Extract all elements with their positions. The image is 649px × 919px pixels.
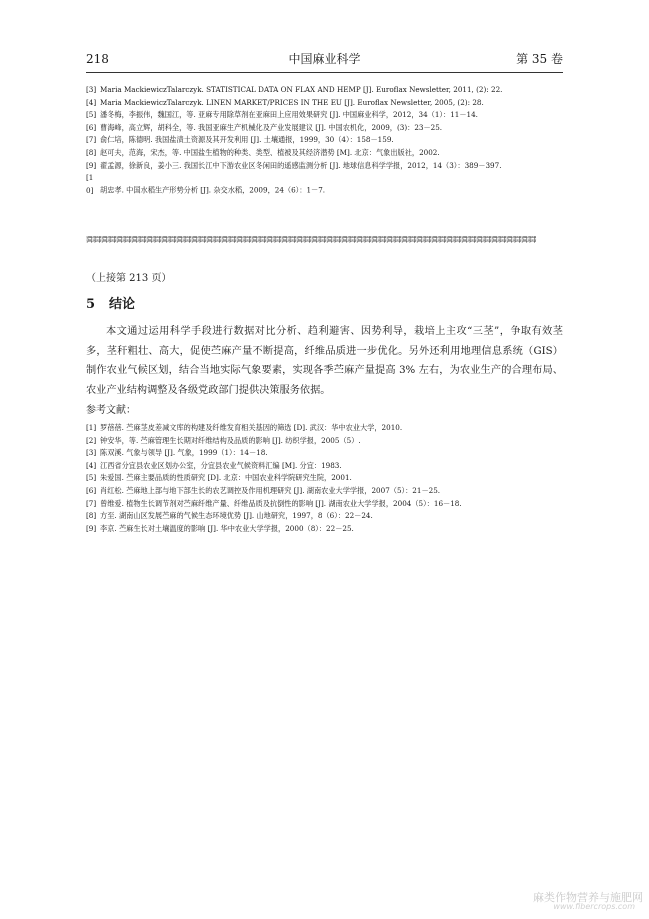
reference-item — [86, 109, 563, 122]
reference-number: [8] — [86, 511, 97, 521]
reference-number: [9] — [86, 160, 97, 170]
reference-number: [1] — [86, 423, 97, 432]
reference-text: 钟安华，等. 苎麻管理生长期对纤维结构及品质的影响 [J]. 纺织学报，2005（5）. — [100, 435, 361, 445]
reference-number: [5] — [86, 110, 97, 120]
header-rule — [86, 72, 563, 73]
reference-number: [7] — [86, 135, 97, 145]
reference-item — [86, 422, 563, 435]
journal-title: 中国麻业科学 — [288, 52, 361, 66]
watermark — [473, 889, 643, 915]
references-bottom-list — [86, 422, 563, 535]
reference-item — [86, 134, 563, 147]
reference-text: Maria MackiewiczTalarczyk. LINEN MARKET/PRICES IN THE EU [J]. Euroflax Newsletter, 2005, (2): 28. — [100, 97, 484, 107]
reference-item — [86, 447, 563, 460]
reference-text: 李京. 苎麻生长对土壤温度的影响 [J]. 华中农业大学学报，2000（8）：22－25. — [100, 523, 354, 533]
reference-item — [86, 472, 563, 485]
reference-number: [8] — [86, 147, 97, 157]
reference-item — [86, 460, 563, 473]
reference-item — [86, 122, 563, 135]
conclusion-paragraph: 本文通过运用科学手段进行数据对比分析、趋利避害、因势利导，栽培上主攻“三茎”，争取有效茎多，茎秆粗壮、高大，促使苎麻产量不断提高，纤维品质进一步优化。另外还利用地理信息系统（GIS）制作农业气候区划，结合当地实际气象要素，实现各季苎麻产量提高 3% 左右，为农业生产的合理布局、农业产业结构调整及各级党政部门提供决策服务依据。 — [86, 326, 563, 396]
volume-label: 第 35 卷 — [516, 52, 563, 66]
reference-text: 曹海峰，高立辉，胡科全，等. 我国亚麻生产机械化及产业发展建议 [J]. 中国农机化，2009，(3)：23－25. — [100, 122, 443, 132]
reference-text: 俞仁培，陈德明. 我国盐渍土资源及其开发利用 [J]. 土壤通报，1999，30（4）：158－159. — [100, 135, 394, 145]
reference-text: 肖红松. 苎麻地上部与地下部生长的农艺调控及作用机理研究 [J]. 湖南农业大学学报，2007（5）：21－25. — [100, 485, 441, 495]
reference-item — [86, 510, 563, 523]
reference-text: 翟孟源，徐新良，姜小三. 我国长江中下游农业区冬闲田的遥感监测分析 [J]. 地球信息科学学报，2012，14（3）：389－397. — [100, 160, 502, 170]
page-number: 218 — [86, 52, 109, 66]
reference-item — [86, 97, 563, 110]
reference-number: [3] — [86, 448, 97, 458]
reference-text: 朱爱国. 苎麻主要品质的性质研究 [D]. 北京：中国农业科学院研究生院，2001. — [100, 473, 352, 483]
reference-number: [7] — [86, 498, 97, 508]
reference-text: 方至. 湖南山区发展苎麻的气候生态环境优势 [J]. 山地研究，1997，8（6）：22－24. — [100, 511, 373, 521]
reference-number: [6] — [86, 485, 97, 495]
reference-item — [86, 523, 563, 536]
reference-item — [86, 498, 563, 511]
reference-number: [5] — [86, 473, 97, 483]
reference-text: 罗蓓蓓. 苎麻茎皮差减文库的构建及纤维发育相关基因的筛选 [D]. 武汉：华中农业大学，2010. — [100, 423, 403, 432]
reference-number: [6] — [86, 122, 97, 132]
ornamental-divider: 茻茻茻茻茻茻茻茻茻茻茻茻茻茻茻茻茻茻茻茻茻茻茻茻茻茻茻茻茻茻茻茻茻茻茻茻茻茻茻茻茻茻茻茻茻茻茻茻茻茻茻茻茻茻茻茻茻茻茻茻 — [86, 236, 536, 244]
watermark-url: www.fibercrops.com — [553, 902, 635, 911]
reference-text: 潘冬梅，李振伟，魏国江，等. 亚麻专用除草剂在亚麻田上应用效果研究 [J]. 中国麻业科学，2012，34（1）：11－14. — [100, 110, 478, 120]
section-heading — [86, 296, 135, 314]
reference-number: [2] — [86, 435, 97, 445]
reference-text: 曾维爱. 植物生长调节剂对苎麻纤维产量、纤维品质及抗倒性的影响 [J]. 湖南农业大学学报，2004（5）：16－18. — [100, 498, 462, 508]
section-number: 5 — [86, 297, 96, 312]
reference-text: Maria MackiewiczTalarczyk. STATISTICAL DATA ON FLAX AND HEMP [J]. Euroflax Newsletter, 2011, (2): 22. — [100, 85, 503, 94]
section-title: 结论 — [109, 297, 136, 312]
continued-from-note: （上接第 213 页） — [86, 273, 172, 284]
reference-text: 赵可夫，范海，宋杰，等. 中国盐生植物的种类、类型、植被及其经济潜势 [M]. 北京：气象出版社，2002. — [100, 147, 440, 157]
references-top-list — [86, 84, 563, 197]
reference-number: [10] — [86, 173, 94, 195]
reference-text: 陈双溪. 气象与领导 [J]. 气象，1999（1）：14－18. — [100, 448, 268, 458]
reference-number: [4] — [86, 97, 97, 107]
reference-item — [86, 172, 563, 197]
reference-text: 胡忠孝. 中国水稻生产形势分析 [J]. 杂交水稻，2009，24（6）：1－7. — [100, 185, 326, 195]
reference-number: [3] — [86, 85, 97, 94]
reference-number: [9] — [86, 523, 97, 533]
watermark-text: 麻类作物营养与施肥网 — [533, 891, 643, 904]
reference-item — [86, 84, 563, 97]
reference-number: [4] — [86, 460, 97, 470]
reference-text: 江西省分宜县农业区划办公室，分宜县农业气候资料汇编 [M]. 分宜：1983. — [100, 460, 342, 470]
reference-item — [86, 160, 563, 173]
reference-item — [86, 485, 563, 498]
references-title: 参考文献： — [86, 405, 136, 416]
page-header — [86, 50, 563, 68]
reference-item — [86, 435, 563, 448]
reference-item — [86, 147, 563, 160]
